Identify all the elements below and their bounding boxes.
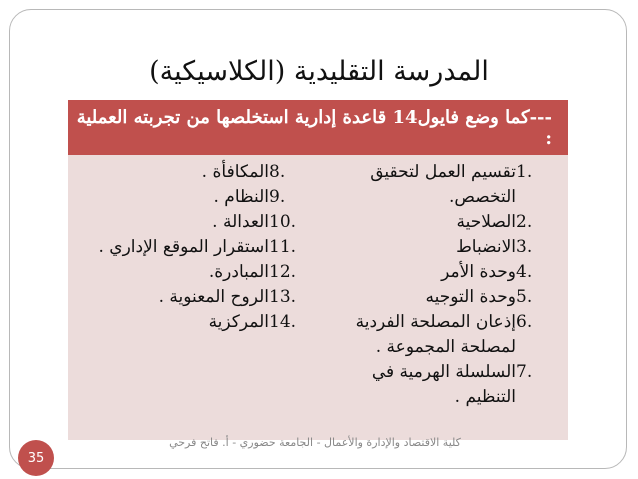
- list-item: 8. المكافأة .: [201, 162, 286, 182]
- list-item: 10. العدالة .: [212, 212, 297, 232]
- list-item: 6. إذعان المصلحة الفردية: [355, 312, 533, 332]
- list-item: 7. السلسلة الهرمية في التنظيم .: [371, 362, 533, 407]
- page-number: 35: [27, 450, 45, 466]
- table-header-text: ---كما وضع فايول14 قاعدة إدارية استخلصها من تجربته العملية :: [76, 106, 552, 149]
- slide-footer: كلية الاقتصاد والإدارة والأعمال - الجامعة حضوري - أ. فاتح فرحي: [169, 436, 461, 449]
- list-item: 2. الصلاحية: [456, 212, 533, 232]
- rules-column-right: [325, 160, 560, 410]
- list-item: 9. النظام .: [213, 187, 286, 207]
- table-header: [68, 100, 568, 155]
- list-item: 11. استقرار الموقع الإداري .: [98, 237, 297, 257]
- page-number-badge: [18, 440, 54, 476]
- list-item: 14. المركزية: [208, 312, 297, 332]
- list-item: 5. وحدة التوجيه: [425, 287, 533, 307]
- list-item: 12. المبادرة.: [208, 262, 297, 282]
- list-item: 1. تقسيم العمل لتحقيق التخصص.: [370, 162, 533, 207]
- list-item: 13. الروح المعنوية .: [158, 287, 297, 307]
- list-item: 4. وحدة الأمر: [441, 262, 533, 282]
- list-item: 3. الانضباط: [456, 237, 533, 257]
- slide-title: المدرسة التقليدية (الكلاسيكية): [149, 56, 489, 87]
- rules-column-left: [73, 160, 313, 335]
- list-item: لمصلحة المجموعة .: [375, 337, 516, 357]
